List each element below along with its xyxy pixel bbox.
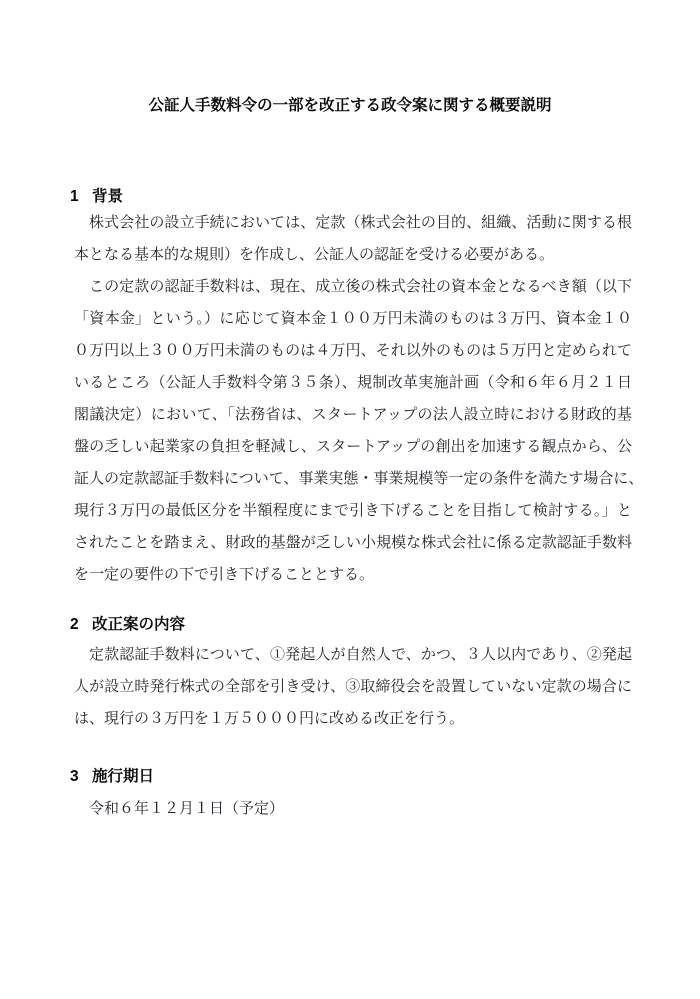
- paragraph-line: 「資本金」という。）に応じて資本金１００万円未満のものは３万円、資本金１０: [74, 309, 632, 327]
- paragraph-line: この定款の認証手数料は、現在、成立後の株式会社の資本金となるべき額（以下: [89, 277, 632, 295]
- section-3-heading-label: 施行期日: [92, 768, 155, 785]
- section-2-heading: [70, 615, 185, 635]
- paragraph-line: 閣議決定）において、「法務省は、スタートアップの法人設立時における財政的基: [74, 405, 632, 423]
- paragraph-line: は、現行の３万円を１万５０００円に改める改正を行う。: [74, 709, 465, 727]
- section-2-body: [74, 638, 632, 734]
- paragraph-line: を一定の要件の下で引き下げることとする。: [74, 565, 375, 583]
- section-2-heading-label: 改正案の内容: [92, 616, 186, 633]
- paragraph-line: 証人の定款認証手数料について、事業実態・事業規模等一定の条件を満たす場合に、: [74, 469, 644, 487]
- section-3-number: 3: [70, 768, 79, 785]
- paragraph-line: ０万円以上３００万円未満のものは４万円、それ以外のものは５万円と定められて: [74, 341, 632, 359]
- paragraph-line: 定款認証手数料について、①発起人が自然人で、かつ、３人以内であり、②発起: [89, 645, 632, 663]
- paragraph-line: 令和６年１２月１日（予定）: [89, 799, 285, 817]
- section-3-body: [74, 792, 632, 824]
- section-1-number: 1: [70, 188, 79, 205]
- paragraph-line: いるところ（公証人手数料令第３５条）、規制改革実施計画（令和６年６月２１日: [74, 373, 632, 391]
- paragraph-line: されたことを踏まえ、財政的基盤が乏しい小規模な株式会社に係る定款認証手数料: [74, 533, 632, 551]
- section-1-heading-label: 背景: [92, 188, 124, 205]
- paragraph-line: 株式会社の設立手続においては、定款（株式会社の目的、組織、活動に関する根: [89, 213, 632, 231]
- paragraph-line: 盤の乏しい起業家の負担を軽減し、スタートアップの創出を加速する観点から、公: [74, 437, 632, 455]
- paragraph-line: 現行３万円の最低区分を半額程度にまで引き下げることを目指して検討する。」と: [74, 501, 632, 519]
- section-2-number: 2: [70, 616, 79, 633]
- paragraph-line: 人が設立時発行株式の全部を引き受け、③取締役会を設置していない定款の場合に: [74, 677, 632, 695]
- section-1-heading: [70, 187, 123, 207]
- section-3-heading: [70, 767, 154, 787]
- section-1-body: [74, 206, 644, 590]
- paragraph-line: 本となる基本的な規則）を作成し、公証人の認証を受ける必要がある。: [74, 245, 555, 263]
- document-title: 公証人手数料令の一部を改正する政令案に関する概要説明: [148, 97, 552, 114]
